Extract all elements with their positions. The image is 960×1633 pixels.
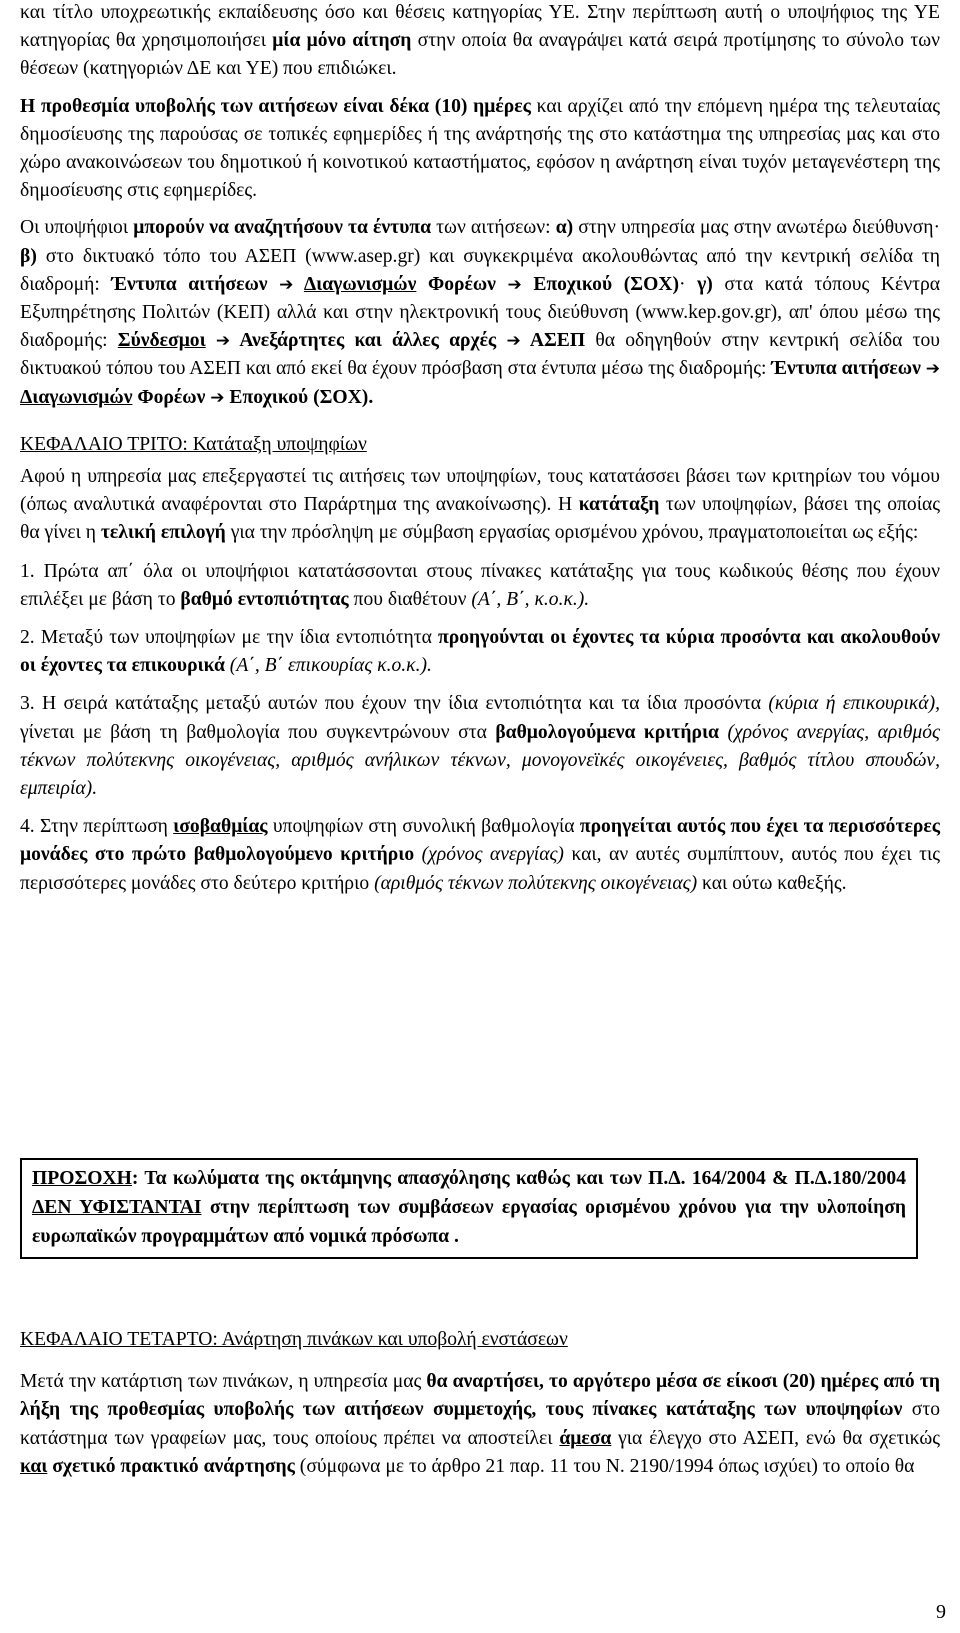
paragraph-deadline	[20, 93, 940, 206]
chapter-four-heading: ΚΕΦΑΛΑΙΟ ΤΕΤΑΡΤΟ: Ανάρτηση πινάκων και υποβολή ενστάσεων	[20, 1329, 568, 1350]
text-run: στα κατά τόπους Κέντρα Εξυπηρέτησης Πολιτών (ΚΕΠ) αλλά και στην ηλεκτρονική τους διεύθυνση (www.kep.gov.gr), απ' όπου μέσω της διαδρομής:	[20, 273, 940, 352]
arrow-right-icon: ➔	[215, 331, 231, 352]
text-run: Διαγωνισμών	[303, 273, 417, 295]
text-run: ισοβαθμίας	[173, 816, 268, 838]
text-run	[293, 274, 304, 295]
text-run: άμεσα	[559, 1427, 612, 1449]
text-run: Εποχικού (ΣΟΧ)	[521, 273, 679, 295]
text-run: Φορέων	[416, 273, 508, 295]
text-run: β)	[20, 245, 37, 267]
text-run: (χρόνος ανεργίας)	[421, 844, 564, 866]
text-run: Αφού η υπηρεσία μας επεξεργαστεί τις αιτήσεις των υποψηφίων, τους κατατάσσει βάσει των κριτηρίων του νόμου (όπως αναλυτικά αναφέρονται στο Παράρτημα της ανακοίνωσης). Η	[20, 466, 940, 516]
text-run: (κύρια ή επικουρικά),	[768, 693, 940, 715]
text-run: θα οδηγηθούν στην κεντρική σελίδα του δικτυακού τόπου του ΑΣΕΠ και από εκεί θα έχουν πρόσβαση στα έντυπα μέσω της διαδρομής:	[20, 330, 941, 380]
text-run: 2. Μεταξύ των υποψηφίων με την ίδια εντοπιότητα	[20, 627, 439, 649]
ranking-item-1	[20, 558, 940, 614]
text-run: : Τα κωλύματα της οκτάμηνης απασχόλησης καθώς και των Π.Δ. 164/2004 & Π.Δ.180/2004	[131, 1168, 906, 1189]
text-run: Ανεξάρτητες και άλλες αρχές	[230, 330, 507, 352]
text-run: ΠΡΟΣΟΧΗ	[32, 1168, 132, 1189]
arrow-right-icon: ➔	[925, 359, 941, 380]
arrow-right-icon: ➔	[210, 387, 225, 408]
text-run: στην οποία θα αναγράψει κατά σειρά προτίμησης το σύνολο των θέσεων (κατηγοριών ΔΕ και ΥΕ) που επιδιώκει.	[20, 30, 940, 80]
text-run: βαθμολογούμενα κριτήρια	[495, 721, 719, 743]
text-run: στην περίπτωση των συμβάσεων εργασίας ορισμένου χρόνου για την υλοποίηση ευρωπαϊκών προγραμμάτων από νομικά πρόσωπα .	[32, 1197, 906, 1247]
text-run: (Α΄, Β΄ επικουρίας κ.ο.κ.).	[229, 655, 432, 677]
chapter-three-heading: ΚΕΦΑΛΑΙΟ ΤΡΙΤΟ: Κατάταξη υποψηφίων	[20, 433, 367, 455]
paragraph-forms	[20, 214, 940, 411]
text-run: στο δικτυακό τόπο του ΑΣΕΠ (www.asep.gr) και συγκεκριμένα ακολουθώντας από την κεντρική σελίδα τη διαδρομή:	[20, 245, 940, 295]
text-run: σχετικό πρακτικό ανάρτησης	[52, 1455, 295, 1477]
text-run: ΑΣΕΠ	[520, 330, 586, 352]
text-run: (Α΄, Β΄, κ.ο.κ.).	[471, 588, 590, 610]
text-run: γίνεται με βάση τη βαθμολογία που συγκεντρώνουν στα	[20, 721, 496, 743]
arrow-right-icon: ➔	[507, 274, 522, 295]
text-run: και	[20, 1455, 48, 1477]
chapter-four-section	[20, 1326, 940, 1481]
text-run: Φορέων	[132, 386, 211, 408]
text-run: Έντυπα αιτήσεων	[111, 273, 280, 295]
text-run: α)	[555, 217, 574, 239]
text-run: προηγείται αυτός που έχει τα περισσότερες μονάδες στο πρώτο βαθμολογούμενο κριτήριο	[20, 816, 940, 866]
text-run: Η προθεσμία υποβολής των αιτήσεων είναι δέκα (10) ημέρες	[20, 95, 531, 117]
text-run: και αρχίζει από την επόμενη ημέρα της τελευταίας δημοσίευσης της παρούσας σε τοπικές εφημερίδες ή της ανάρτησής της στο κατάστημα της υπηρεσίας μας και στο χώρο ανακοινώσεων του δημοτικού ή κοινοτικού καταστήματος, εφόσον η ανάρτηση είναι τυχόν μεταγενέστερη της δημοσίευσης στις εφημερίδες.	[20, 95, 940, 202]
text-run: Διαγωνισμών	[20, 386, 133, 408]
ranking-item-4	[20, 813, 940, 898]
text-run: γ)	[697, 273, 713, 295]
text-run: βαθμό εντοπιότητας	[180, 588, 349, 610]
paragraph-tables	[20, 1368, 940, 1481]
text-run: στο κατάστημα των γραφείων μας, τους οποίους πρέπει να αποστείλει	[20, 1399, 940, 1449]
text-run: (σύμφωνα με το άρθρο 21 παρ. 11 του Ν. 2190/1994 όπως ισχύει) το οποίο θα	[294, 1455, 915, 1477]
text-run: και ούτω καθεξής.	[697, 872, 847, 894]
text-run: που διαθέτουν	[348, 588, 472, 610]
text-run: Εποχικού (ΣΟΧ).	[224, 386, 374, 408]
text-run: μία μόνο αίτηση	[272, 30, 412, 52]
arrow-right-icon: ➔	[279, 274, 294, 295]
text-run: για έλεγχο στο ΑΣΕΠ, ενώ θα σχετικώς	[611, 1427, 940, 1449]
text-run: κατάταξη	[578, 494, 660, 516]
text-run: Έντυπα αιτήσεων	[771, 358, 926, 380]
text-run: των αιτήσεων:	[431, 217, 556, 239]
paragraph-intro	[20, 0, 940, 84]
text-run: τελική επιλογή	[100, 522, 226, 544]
text-run: Σύνδεσμοι	[117, 330, 206, 352]
text-run: και, αν αυτές συμπίπτουν, αυτός που έχει τις περισσότερες μονάδες στο δεύτερο κριτήριο	[20, 844, 940, 894]
page-number: 9	[936, 1601, 946, 1623]
text-run: ·	[679, 273, 698, 295]
text-run: Μετά την κατάρτιση των πινάκων, η υπηρεσία μας	[20, 1371, 427, 1393]
attention-notice-box	[20, 1158, 918, 1259]
document-body	[20, 0, 940, 898]
text-run: ΔΕΝ ΥΦΙΣΤΑΝΤΑΙ	[32, 1197, 202, 1218]
text-run: θα αναρτήσει, το αργότερο μέσα σε είκοσι (20) ημέρες από τη λήξη της προθεσμίας υποβολής των αιτήσεων συμμετοχής, τους πίνακες κατάταξης των υποψηφίων	[20, 1371, 940, 1421]
text-run: των υποψηφίων, βάσει της οποίας θα γίνει η	[20, 494, 940, 544]
arrow-right-icon: ➔	[506, 331, 521, 352]
text-run: υποψηφίων στη συνολική βαθμολογία	[267, 816, 580, 838]
text-run: 3. Η σειρά κατάταξης μεταξύ αυτών που έχουν την ίδια εντοπιότητα και τα ίδια προσόντα	[20, 693, 769, 715]
text-run	[414, 844, 422, 865]
text-run: (χρόνος ανεργίας, αριθμός τέκνων πολύτεκνης οικογένειας, αριθμός ανήλικων τέκνων, μονογονεϊκές οικογένειες, βαθμός τίτλου σπουδών, εμπειρία).	[20, 721, 940, 800]
text-run: 4. Στην περίπτωση	[20, 816, 174, 838]
text-run: και τίτλο υποχρεωτικής εκπαίδευσης όσο και θέσεις κατηγορίας ΥΕ. Στην περίπτωση αυτή ο υποψήφιος της ΥΕ κατηγορίας θα χρησιμοποιήσει	[20, 2, 940, 52]
text-run: για την πρόσληψη με σύμβαση εργασίας ορισμένου χρόνου, πραγματοποιείται ως εξής:	[225, 522, 919, 544]
paragraph-ranking	[20, 463, 940, 548]
text-run: (αριθμός τέκνων πολύτεκνης οικογένειας)	[374, 872, 698, 894]
ranking-item-3	[20, 690, 940, 803]
text-run: στην υπηρεσία μας στην ανωτέρω διεύθυνση·	[573, 217, 940, 239]
text-run: μπορούν να αναζητήσουν τα έντυπα	[133, 217, 432, 239]
text-run: Οι υποψήφιοι	[20, 217, 134, 239]
text-run: 1. Πρώτα απ΄ όλα οι υποψήφιοι κατατάσσονται στους πίνακες κατάταξης για τους κωδικούς θέσης που έχουν επιλέξει με βάση το	[20, 560, 940, 610]
ranking-item-2	[20, 624, 940, 680]
text-run: προηγούνται οι έχοντες τα κύρια προσόντα και ακολουθούν οι έχοντες τα επικουρικά	[20, 627, 940, 677]
text-run	[206, 330, 216, 351]
attention-notice-text	[32, 1164, 906, 1251]
